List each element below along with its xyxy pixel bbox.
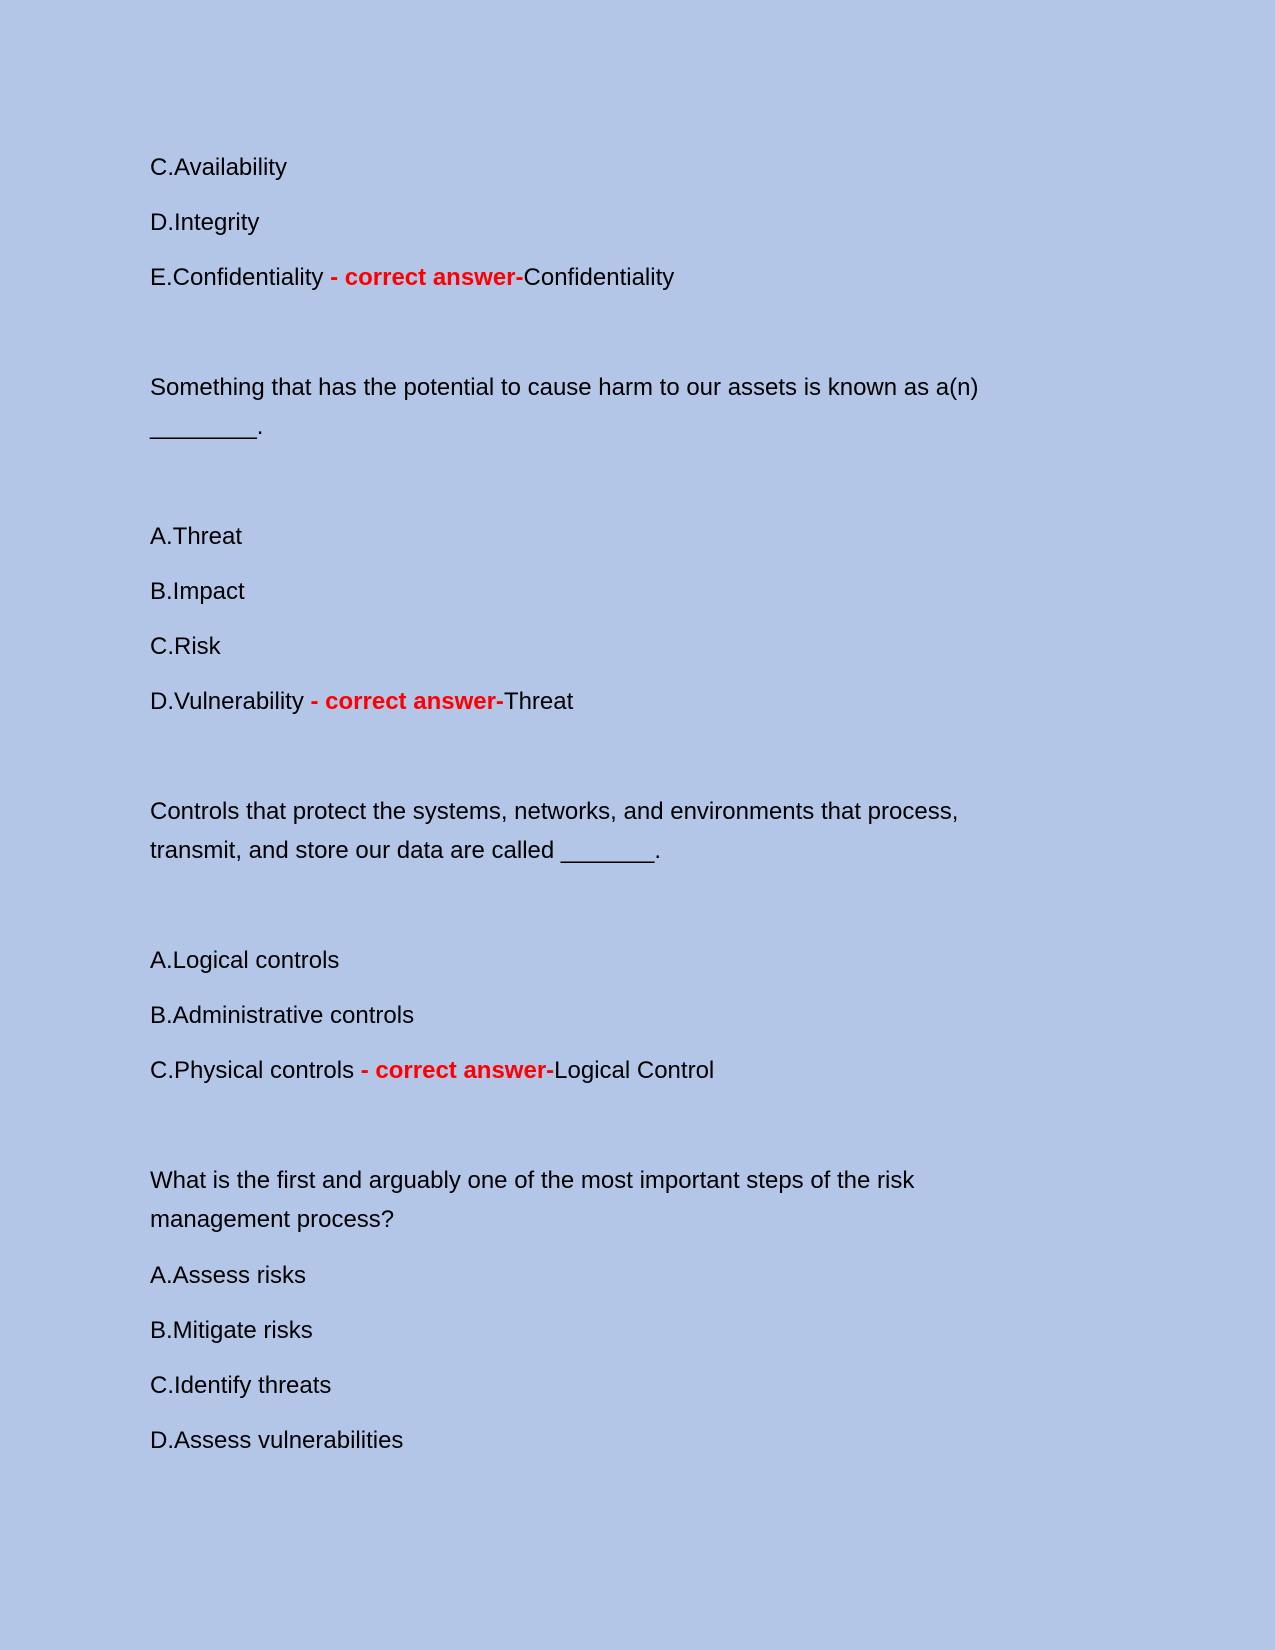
option-b-mitigate-risks xyxy=(150,1316,313,1346)
question-line: transmit, and store our data are called _______. xyxy=(150,837,661,864)
option-a-logical-controls xyxy=(150,946,339,976)
correct-answer-text: Logical Control xyxy=(554,1057,715,1084)
correct-answer-text: Confidentiality xyxy=(523,264,675,291)
correct-answer-marker: - correct answer- xyxy=(330,264,524,291)
question-line: Controls that protect the systems, networks, and environments that process, xyxy=(150,798,959,825)
option-text: C.Availability xyxy=(150,154,287,181)
option-text: B.Administrative controls xyxy=(150,1002,415,1029)
option-c-availability xyxy=(150,153,287,183)
question-line: management process? xyxy=(150,1206,395,1233)
correct-answer-text: Threat xyxy=(503,688,574,715)
option-a-assess-risks xyxy=(150,1261,306,1291)
option-text: E.Confidentiality xyxy=(150,264,324,291)
question-line: What is the first and arguably one of the most important steps of the risk xyxy=(150,1167,915,1194)
question-line: Something that has the potential to cause harm to our assets is known as a(n) xyxy=(150,374,979,401)
option-d-integrity xyxy=(150,208,259,238)
option-text: D.Vulnerability xyxy=(150,688,304,715)
option-a-threat xyxy=(150,522,242,552)
option-c-risk xyxy=(150,632,221,662)
option-text: D.Integrity xyxy=(150,209,260,236)
option-b-administrative-controls xyxy=(150,1001,414,1031)
option-d-assess-vulnerabilities xyxy=(150,1426,403,1456)
question-text-continued xyxy=(150,1205,394,1235)
option-e-confidentiality xyxy=(150,263,674,293)
option-text: B.Mitigate risks xyxy=(150,1317,313,1344)
question-text xyxy=(150,797,958,827)
question-line: ________. xyxy=(150,413,264,440)
option-text: D.Assess vulnerabilities xyxy=(150,1427,404,1454)
option-text: C.Identify threats xyxy=(150,1372,332,1399)
option-text: A.Logical controls xyxy=(150,947,340,974)
option-b-impact xyxy=(150,577,245,607)
option-c-identify-threats xyxy=(150,1371,331,1401)
correct-answer-marker: - correct answer- xyxy=(310,688,504,715)
document-page xyxy=(150,0,1090,1650)
option-c-physical-controls xyxy=(150,1056,714,1086)
option-text: C.Risk xyxy=(150,633,221,660)
option-text: C.Physical controls xyxy=(150,1057,355,1084)
question-text xyxy=(150,1166,914,1196)
option-d-vulnerability xyxy=(150,687,573,717)
option-text: A.Assess risks xyxy=(150,1262,307,1289)
option-text: B.Impact xyxy=(150,578,245,605)
question-text-continued xyxy=(150,836,661,866)
correct-answer-marker: - correct answer- xyxy=(360,1057,555,1084)
question-text-continued xyxy=(150,412,263,442)
option-text: A.Threat xyxy=(150,523,243,550)
question-text xyxy=(150,373,978,403)
